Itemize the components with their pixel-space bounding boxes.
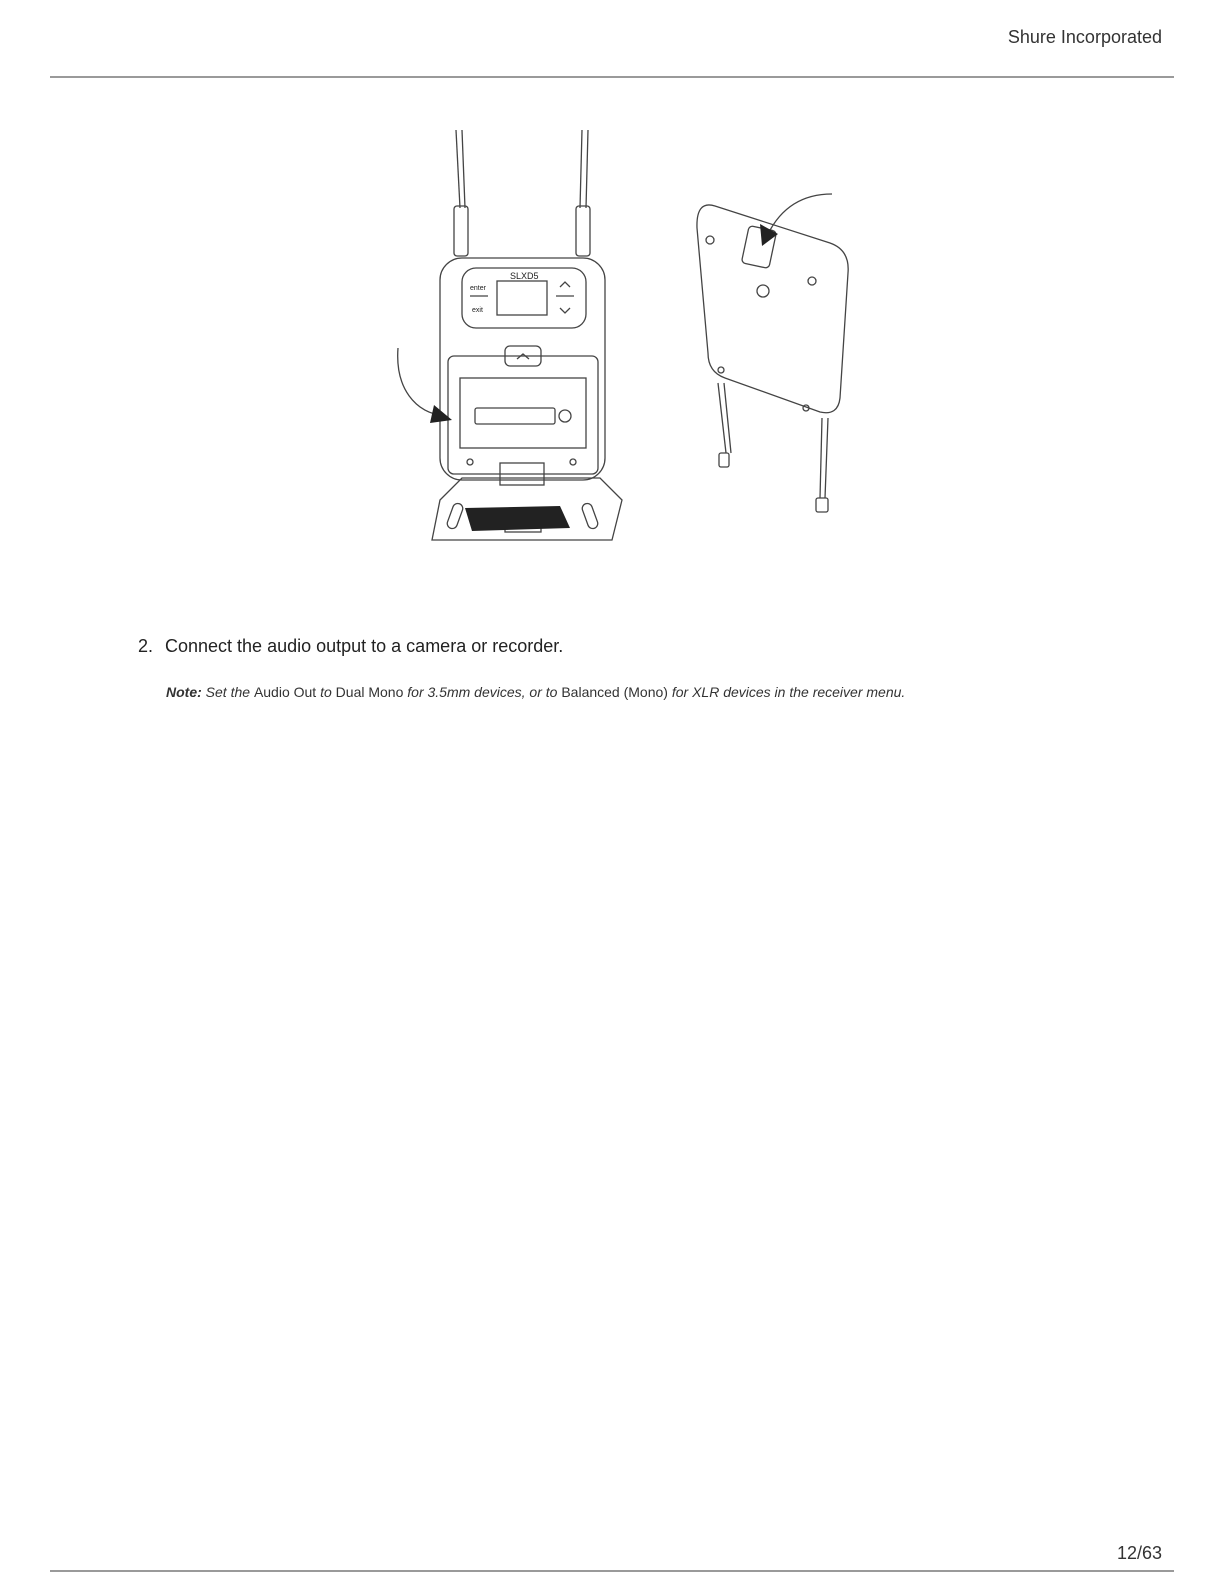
note-text-1: Set the <box>201 684 254 700</box>
note-term-balanced-mono: Balanced (Mono) <box>561 684 668 700</box>
note <box>166 684 905 700</box>
step-number: 2. <box>138 636 154 656</box>
header-divider <box>50 76 1174 78</box>
note-label: Note: <box>166 684 202 700</box>
receiver-illustration <box>390 128 870 558</box>
step-text: Connect the audio output to a camera or recorder. <box>165 636 564 656</box>
exit-button-label: exit <box>472 307 483 314</box>
device-model-label: SLXD5 <box>510 271 539 281</box>
page-number: 12/63 <box>1116 1543 1162 1563</box>
receiver-diagram-svg <box>390 128 870 558</box>
note-term-audio-out: Audio Out <box>253 684 317 700</box>
note-text-2: to <box>316 684 336 700</box>
footer-divider <box>50 1570 1174 1572</box>
step-2 <box>138 636 563 657</box>
company-name: Shure Incorporated <box>1007 27 1162 47</box>
note-text-4: for XLR devices in the receiver menu. <box>667 684 906 700</box>
note-text-3: for 3.5mm devices, or to <box>403 684 562 700</box>
note-term-dual-mono: Dual Mono <box>335 684 404 700</box>
enter-button-label: enter <box>470 285 486 292</box>
